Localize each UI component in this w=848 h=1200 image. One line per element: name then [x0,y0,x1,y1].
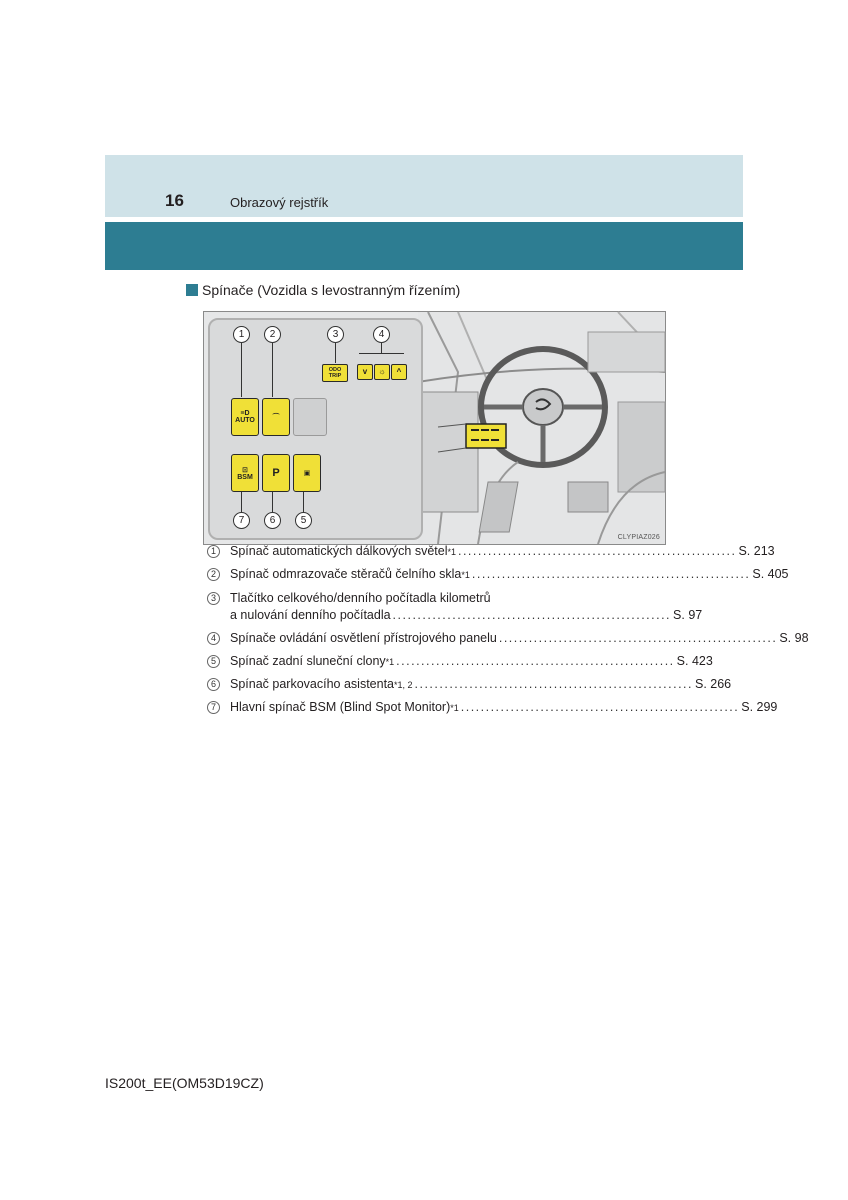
callout-6: 6 [264,512,281,529]
callout-5: 5 [295,512,312,529]
list-item: 6 Spínač parkovacího asistenta *1, 2 ........................................................ S. 266 [207,676,637,698]
header-band [105,155,743,217]
item-page-ref: S. 299 [741,700,778,714]
callout-7: 7 [233,512,250,529]
sunshade-icon: ▣ [303,470,311,477]
callout-1: 1 [233,326,250,343]
item-number: 3 [207,592,220,605]
section-marker-icon [186,284,198,296]
parking-icon: P [272,467,280,479]
list-item: 5 Spínač zadní sluneční clony *1 ........................................................ S. 423 [207,653,637,675]
switch-panel [208,318,423,540]
item-page-ref: S. 97 [673,608,703,622]
list-item: 3 Tlačítko celkového/denního počítadla kilometrů a nulování denního počítadla ........................................................ S. 97 [207,590,637,626]
list-item: 2 Spínač odmrazovače stěračů čelního skla *1 ........................................................ S. 405 [207,566,637,588]
dashboard-illustration [418,312,665,544]
bsm-switch[interactable] [231,454,259,492]
section-title-text: Spínače (Vozidla s levostranným řízením) [202,282,461,298]
item-page-ref: S. 98 [779,631,809,645]
item-number: 1 [207,545,220,558]
item-page-ref: S. 213 [738,544,775,558]
item-number: 7 [207,701,220,714]
item-page-ref: S. 423 [676,654,713,668]
rear-sunshade-switch[interactable] [293,454,321,492]
item-number: 2 [207,568,220,581]
callout-2: 2 [264,326,281,343]
odo-trip-switch[interactable]: ODO TRIP [322,364,348,382]
bsm-label: BSM [237,473,253,481]
chevron-up-icon: ^ [396,367,402,376]
item-page-ref: S. 405 [752,567,789,581]
dim-mid-switch[interactable] [374,364,390,380]
document-id: IS200t_EE(OM53D19CZ) [105,1075,264,1091]
dim-up-switch[interactable] [391,364,407,380]
section-title [186,282,460,298]
dim-down-switch[interactable] [357,364,373,380]
headlight-icon: ≡D [240,410,250,417]
blank-switch [293,398,327,436]
chapter-title: Obrazový rejstřík [230,195,329,210]
light-icon: ☼ [378,367,386,376]
item-number: 6 [207,678,220,691]
callout-4: 4 [373,326,390,343]
parking-assist-switch[interactable] [262,454,290,492]
chevron-down-icon: v [362,367,368,376]
wiper-deicer-switch[interactable] [262,398,290,436]
list-item: 1 Spínač automatických dálkových světel *1 ........................................................ S. 213 [207,543,637,565]
callout-3: 3 [327,326,344,343]
figure-code: CLYPIAZ026 [617,534,660,541]
bsm-icon: ⊡ [242,466,248,474]
list-item: 7 Hlavní spínač BSM (Blind Spot Monitor) *1 ........................................................ S. 299 [207,699,637,721]
item-number: 5 [207,655,220,668]
auto-label: AUTO [235,417,255,424]
switches-figure [203,311,666,545]
item-page-ref: S. 266 [695,677,732,691]
auto-high-beam-switch[interactable] [231,398,259,436]
page-number: 16 [165,191,184,210]
wiper-deicer-icon: ⌒ [272,414,280,421]
item-number: 4 [207,632,220,645]
list-item: 4 Spínače ovládání osvětlení přístrojového panelu ........................................................ S. 98 [207,630,637,652]
header-bar [105,222,743,270]
